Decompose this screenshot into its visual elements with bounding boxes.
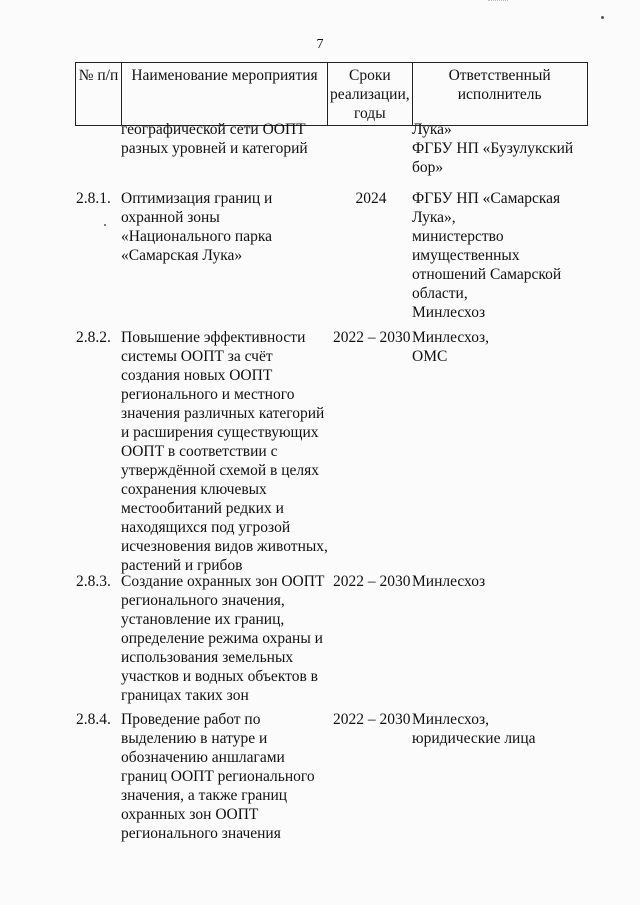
scan-speck bbox=[104, 224, 106, 226]
row-responsible: Минлесхоз, ОМС bbox=[412, 329, 489, 365]
header-col-responsible: Ответственный исполнитель bbox=[412, 63, 587, 126]
row-number: 2.8.4. bbox=[76, 711, 111, 728]
row-name: Создание охранных зон ООПТ регионального значения, установление их границ, определение режима охраны и использования земельных участков и водных объектов в границах таких зон bbox=[121, 573, 325, 704]
row-name: Оптимизация границ и охранной зоны «Национального парка «Самарская Лука» bbox=[121, 190, 273, 264]
row-name: Повышение эффективности системы ООПТ за счёт создания новых ООПТ регионального и местного значения различных категорий и расширения существующих ООПТ в соответствии с утверждённой схемой в целях сохранения ключевых местообитаний редких и находящихся под угрозой исчезновения видов животных, растений и грибов bbox=[121, 329, 328, 574]
row-name: Проведение работ по выделению в натуре и обозначению аншлагами границ ООПТ регионального значения, а также границ охранных зон ООПТ регионального значения bbox=[121, 711, 315, 842]
row-term: 2024 bbox=[355, 190, 387, 207]
row-number: 2.8.1. bbox=[76, 190, 111, 207]
row-term: 2022 – 2030 bbox=[333, 573, 411, 590]
scan-artifact-top bbox=[488, 0, 508, 4]
continuation-responsible: Лука» ФГБУ НП «Бузулукский бор» bbox=[412, 121, 574, 176]
scan-speck bbox=[601, 16, 604, 19]
page-number: 7 bbox=[316, 37, 324, 52]
header-col-term: Сроки реализации, годы bbox=[328, 63, 413, 126]
continuation-name: географической сети ООПТ разных уровней и категорий bbox=[121, 121, 308, 157]
table-header bbox=[75, 62, 588, 126]
row-responsible: Минлесхоз bbox=[412, 573, 486, 590]
row-responsible: Минлесхоз, юридические лица bbox=[412, 711, 536, 747]
header-col-name: Наименование мероприятия bbox=[122, 63, 328, 126]
row-responsible: ФГБУ НП «Самарская Лука», министерство имущественных отношений Самарской области, Минлесхоз bbox=[412, 190, 562, 321]
row-number: 2.8.3. bbox=[76, 573, 111, 590]
row-term: 2022 – 2030 bbox=[333, 329, 411, 346]
row-number: 2.8.2. bbox=[76, 329, 111, 346]
header-col-number: № п/п bbox=[76, 63, 122, 126]
row-term: 2022 – 2030 bbox=[333, 711, 411, 728]
